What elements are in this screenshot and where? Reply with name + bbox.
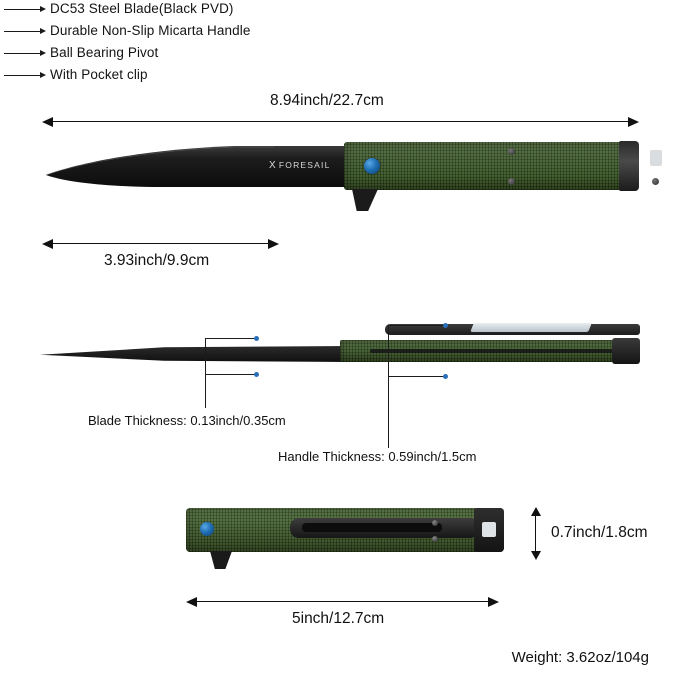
brand-mark-icon: X	[269, 160, 277, 171]
handle-screw-1	[508, 148, 515, 155]
blade-thickness-label: Blade Thickness: 0.13inch/0.35cm	[88, 413, 286, 428]
closed-end-slot	[482, 522, 496, 537]
handle-thickness-leader-h2	[388, 376, 446, 377]
knife-closed-illustration	[186, 508, 506, 566]
closed-pocket-clip-inner	[302, 523, 442, 532]
feature-leader-line-3	[4, 53, 42, 54]
feature-leader-line-2	[4, 31, 42, 32]
handle-thickness-leader-top	[388, 325, 389, 343]
feature-label-2: Durable Non-Slip Micarta Handle	[50, 23, 251, 38]
blade-thickness-leader-top	[205, 338, 206, 356]
overall-length-arrow-left	[42, 117, 53, 127]
feature-leader-line-1	[4, 9, 42, 10]
feature-arrow-1	[40, 6, 46, 12]
flipper-tab	[352, 189, 378, 211]
closed-flipper-tab	[210, 551, 232, 569]
pocket-clip-highlight	[470, 323, 592, 332]
closed-length-arrow-left	[186, 597, 197, 607]
blade-edge-profile	[40, 346, 350, 362]
blade-thickness-leader-h1	[205, 338, 257, 339]
feature-label-4: With Pocket clip	[50, 67, 148, 82]
blade-length-arrow-right	[268, 239, 279, 249]
feature-label-3: Ball Bearing Pivot	[50, 45, 159, 60]
micarta-handle	[344, 142, 636, 190]
blade-thickness-dot-1	[254, 336, 259, 341]
brand-logo	[269, 160, 331, 171]
overall-length-arrow-right	[628, 117, 639, 127]
feature-arrow-4	[40, 72, 46, 78]
handle-thickness-label: Handle Thickness: 0.59inch/1.5cm	[278, 449, 477, 464]
overall-length-line	[52, 121, 630, 122]
weight-label: Weight: 3.62oz/104g	[511, 649, 649, 666]
feature-label-1: DC53 Steel Blade(Black PVD)	[50, 1, 234, 16]
handle-height-label: 0.7inch/1.8cm	[551, 524, 648, 541]
blade-thickness-leader-h2	[205, 374, 257, 375]
overall-length-label: 8.94inch/22.7cm	[270, 92, 384, 109]
handle-tail	[612, 338, 640, 364]
blade-length-line	[52, 243, 270, 244]
closed-screw-1	[432, 520, 438, 526]
feature-leader-line-4	[4, 75, 42, 76]
handle-thickness-dot-2	[443, 374, 448, 379]
feature-arrow-3	[40, 50, 46, 56]
blade-thickness-leader-down	[205, 356, 206, 408]
blade-length-label: 3.93inch/9.9cm	[104, 252, 210, 269]
brand-name: FORESAIL	[278, 160, 331, 170]
handle-thickness-leader-down	[388, 343, 389, 448]
feature-arrow-2	[40, 28, 46, 34]
closed-length-line	[196, 601, 490, 602]
closed-length-label: 5inch/12.7cm	[292, 610, 385, 627]
handle-height-line	[535, 516, 536, 552]
closed-pivot-screw-icon	[200, 522, 214, 536]
closed-screw-2	[432, 536, 438, 542]
knife-side-profile-illustration	[40, 318, 640, 382]
handle-end-slot	[650, 150, 662, 166]
handle-screw-2	[508, 178, 515, 185]
handle-screw-3	[652, 178, 659, 185]
knife-open-illustration	[44, 142, 636, 224]
blade-channel	[370, 349, 620, 353]
blade-thickness-dot-2	[254, 372, 259, 377]
handle-thickness-dot-1	[443, 323, 448, 328]
handle-height-arrow-down	[531, 551, 541, 560]
handle-thickness-leader-h1	[388, 325, 446, 326]
pivot-screw-icon	[364, 158, 380, 174]
blade-length-arrow-left	[42, 239, 53, 249]
closed-length-arrow-right	[488, 597, 499, 607]
handle-height-arrow-up	[531, 507, 541, 516]
handle-end-cap	[619, 141, 639, 191]
